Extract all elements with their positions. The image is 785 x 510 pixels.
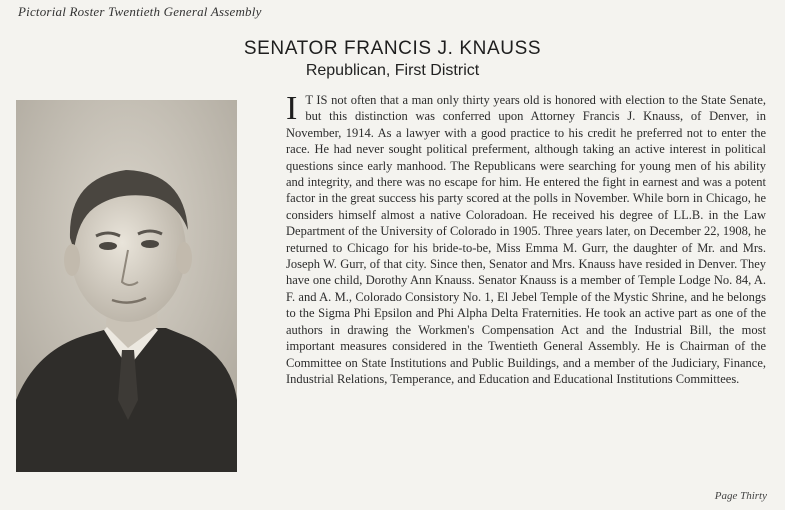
biography-text [286,92,766,387]
drop-cap: I [286,90,298,127]
page-title: SENATOR FRANCIS J. KNAUSS [243,38,542,59]
page-subtitle: Republican, First District [305,62,480,79]
page-number: Page Thirty [714,490,767,502]
biography-body: T IS not often that a man only thirty years old is honored with election to the State Senate, but this distinction was conferred upon Attorney Francis J. Knauss, of Denver, in November, 1914. As a lawyer with a good practice to his credit he preferred not to enter the race. He had never sought political preferment, although taking an active interest in political questions since early manhood. The Republicans were searching for young men of his ability and integrity, and there was no escape for him. He entered the fight in earnest and was a potent factor in the great success his party scored at the polls in November. While born in Chicago, he considers himself almost a native Coloradoan. He received his degree of LL.B. in the Law Department of the University of Colorado in 1905. Three years later, on December 22, 1908, he returned to Chicago for his bride-to-be, Miss Emma M. Gurr, the daughter of Mr. and Mrs. Joseph W. Gurr, of that city. Since then, Senator and Mrs. Knauss have resided in Denver. They have one child, Dorothy Ann Knauss. Senator Knauss is a member of Temple Lodge No. 84, A. F. and A. M., Colorado Consistory No. 1, El Jebel Temple of the Mystic Shrine, and he belongs to the Sigma Phi Epsilon and Phi Alpha Delta Fraternities. He took an active part as one of the authors in drawing the Workmen's Compensation Act and the Industrial Bill, the most important measures considered in the Twentieth General Assembly. He is Chairman of the Committee on State Institutions and Public Buildings, and a member of the Judiciary, Finance, Industrial Relations, Temperance, and Education and Educational Institutions Committees. [286,93,766,386]
portrait-photo [16,100,237,472]
running-header: Pictorial Roster Twentieth General Assembly [18,4,262,19]
